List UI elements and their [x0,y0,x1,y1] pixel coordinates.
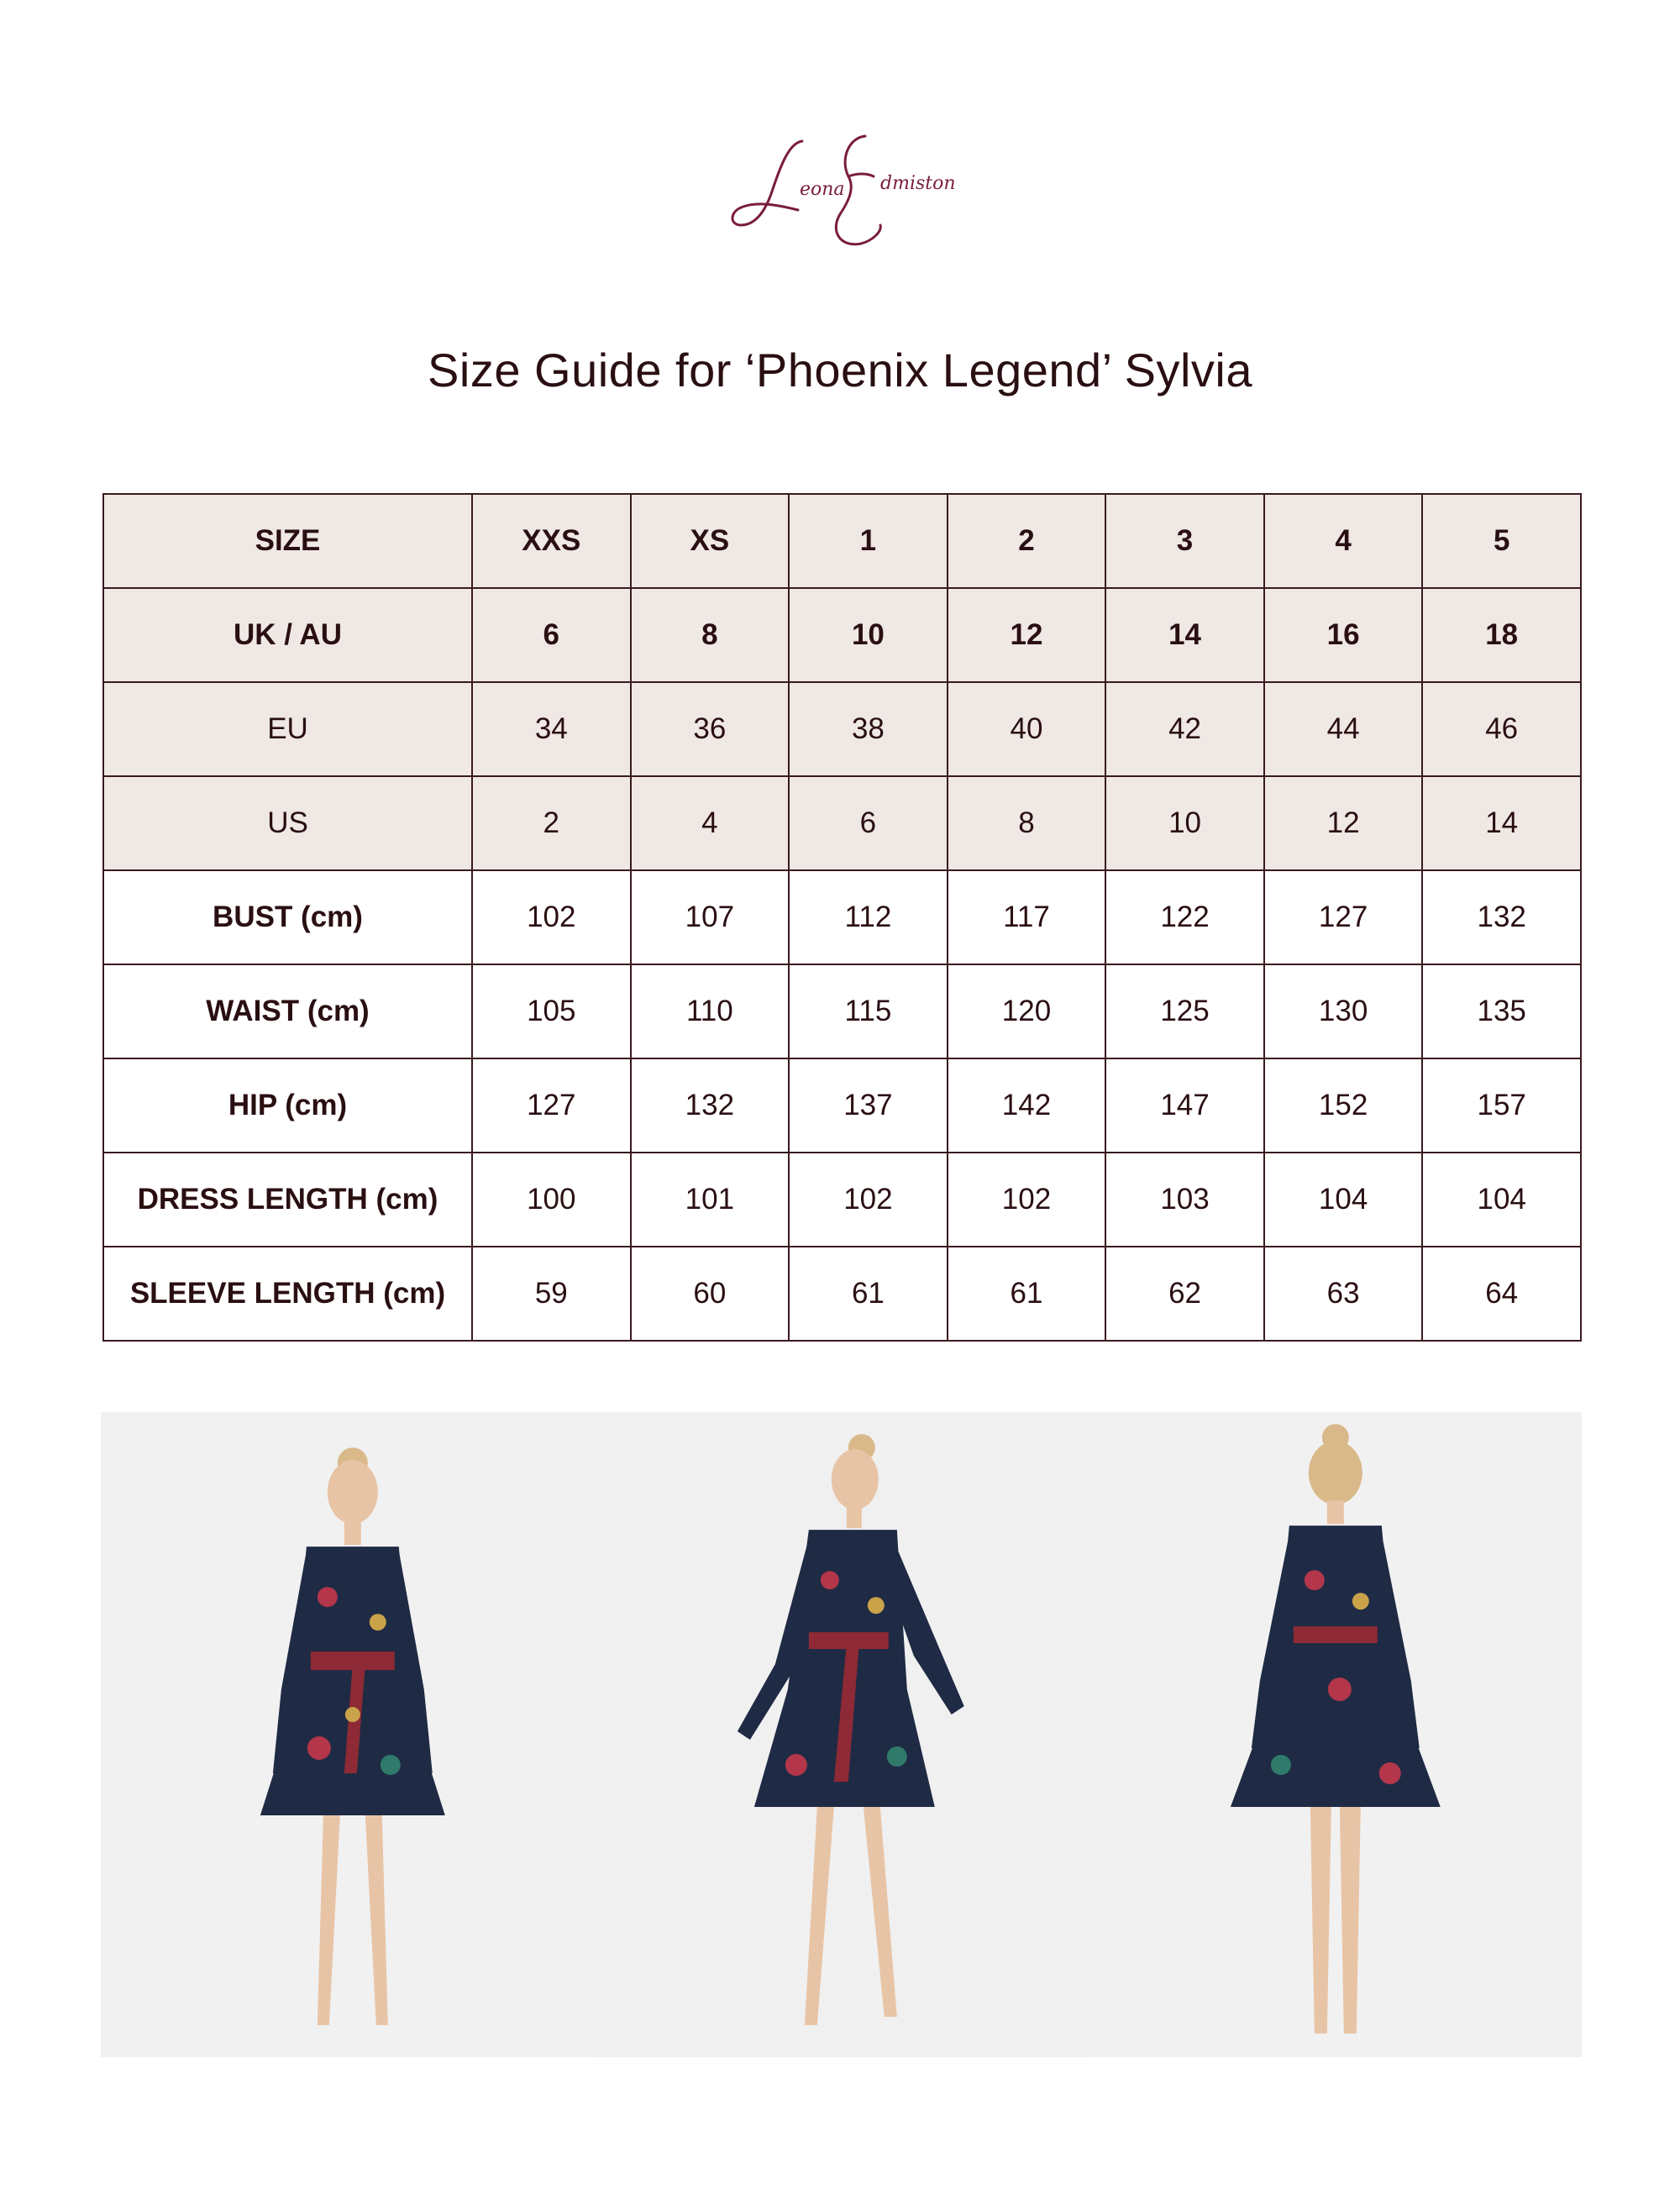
row-label: SLEEVE LENGTH (cm) [103,1247,472,1341]
table-cell: 147 [1105,1058,1264,1153]
row-label: US [103,776,472,870]
model-photo-side [595,1412,1089,2057]
table-cell: 10 [1105,776,1264,870]
table-cell: 10 [789,588,948,682]
row-label: EU [103,682,472,776]
table-cell: 130 [1264,964,1423,1058]
table-row [103,1247,1581,1341]
table-cell: 120 [948,964,1106,1058]
table-cell: 152 [1264,1058,1423,1153]
table-cell: 105 [472,964,631,1058]
table-cell: 157 [1422,1058,1581,1153]
table-cell: 34 [472,682,631,776]
table-cell: 14 [1422,776,1581,870]
header-cell: 1 [789,494,948,588]
table-cell: 115 [789,964,948,1058]
page-title: Size Guide for ‘Phoenix Legend’ Sylvia [428,344,1252,397]
table-cell: 46 [1422,682,1581,776]
row-label: HIP (cm) [103,1058,472,1153]
table-row [103,776,1581,870]
table-cell: 36 [631,682,790,776]
table-cell: 112 [789,870,948,964]
table-cell: 61 [789,1247,948,1341]
table-cell: 18 [1422,588,1581,682]
table-cell: 4 [631,776,790,870]
table-cell: 40 [948,682,1106,776]
table-cell: 12 [948,588,1106,682]
table-cell: 16 [1264,588,1423,682]
table-cell: 38 [789,682,948,776]
row-label: WAIST (cm) [103,964,472,1058]
table-cell: 63 [1264,1247,1423,1341]
table-header-row [103,494,1581,588]
row-label: UK / AU [103,588,472,682]
table-cell: 102 [472,870,631,964]
table-cell: 142 [948,1058,1106,1153]
table-cell: 100 [472,1153,631,1247]
table-row [103,682,1581,776]
table-cell: 101 [631,1153,790,1247]
table-cell: 122 [1105,870,1264,964]
table-cell: 42 [1105,682,1264,776]
header-cell: 3 [1105,494,1264,588]
table-cell: 127 [472,1058,631,1153]
table-row [103,1153,1581,1247]
table-cell: 104 [1264,1153,1423,1247]
table-row [103,1058,1581,1153]
header-cell: XXS [472,494,631,588]
table-cell: 62 [1105,1247,1264,1341]
table-row [103,588,1581,682]
header-cell: XS [631,494,790,588]
table-cell: 137 [789,1058,948,1153]
table-cell: 132 [631,1058,790,1153]
header-label: SIZE [103,494,472,588]
table-cell: 127 [1264,870,1423,964]
header-cell: 4 [1264,494,1423,588]
model-photo-back [1088,1412,1582,2057]
table-cell: 6 [472,588,631,682]
table-cell: 12 [1264,776,1423,870]
table-cell: 14 [1105,588,1264,682]
header-cell: 2 [948,494,1106,588]
table-row [103,964,1581,1058]
row-label: BUST (cm) [103,870,472,964]
size-guide-table [102,493,1582,1342]
table-row [103,870,1581,964]
table-cell: 102 [948,1153,1106,1247]
brand-logo [722,126,958,260]
svg-text:eona: eona [800,179,845,200]
table-cell: 44 [1264,682,1423,776]
table-cell: 8 [631,588,790,682]
table-cell: 60 [631,1247,790,1341]
table-cell: 110 [631,964,790,1058]
table-cell: 64 [1422,1247,1581,1341]
row-label: DRESS LENGTH (cm) [103,1153,472,1247]
header-cell: 5 [1422,494,1581,588]
table-cell: 102 [789,1153,948,1247]
svg-text:dmiston: dmiston [880,173,956,194]
table-cell: 59 [472,1247,631,1341]
table-cell: 125 [1105,964,1264,1058]
table-cell: 2 [472,776,631,870]
table-cell: 61 [948,1247,1106,1341]
table-cell: 8 [948,776,1106,870]
table-cell: 104 [1422,1153,1581,1247]
table-cell: 135 [1422,964,1581,1058]
table-cell: 107 [631,870,790,964]
table-cell: 103 [1105,1153,1264,1247]
table-cell: 132 [1422,870,1581,964]
model-photo-front [101,1412,595,2057]
table-cell: 117 [948,870,1106,964]
table-cell: 6 [789,776,948,870]
product-photos [101,1412,1582,2057]
